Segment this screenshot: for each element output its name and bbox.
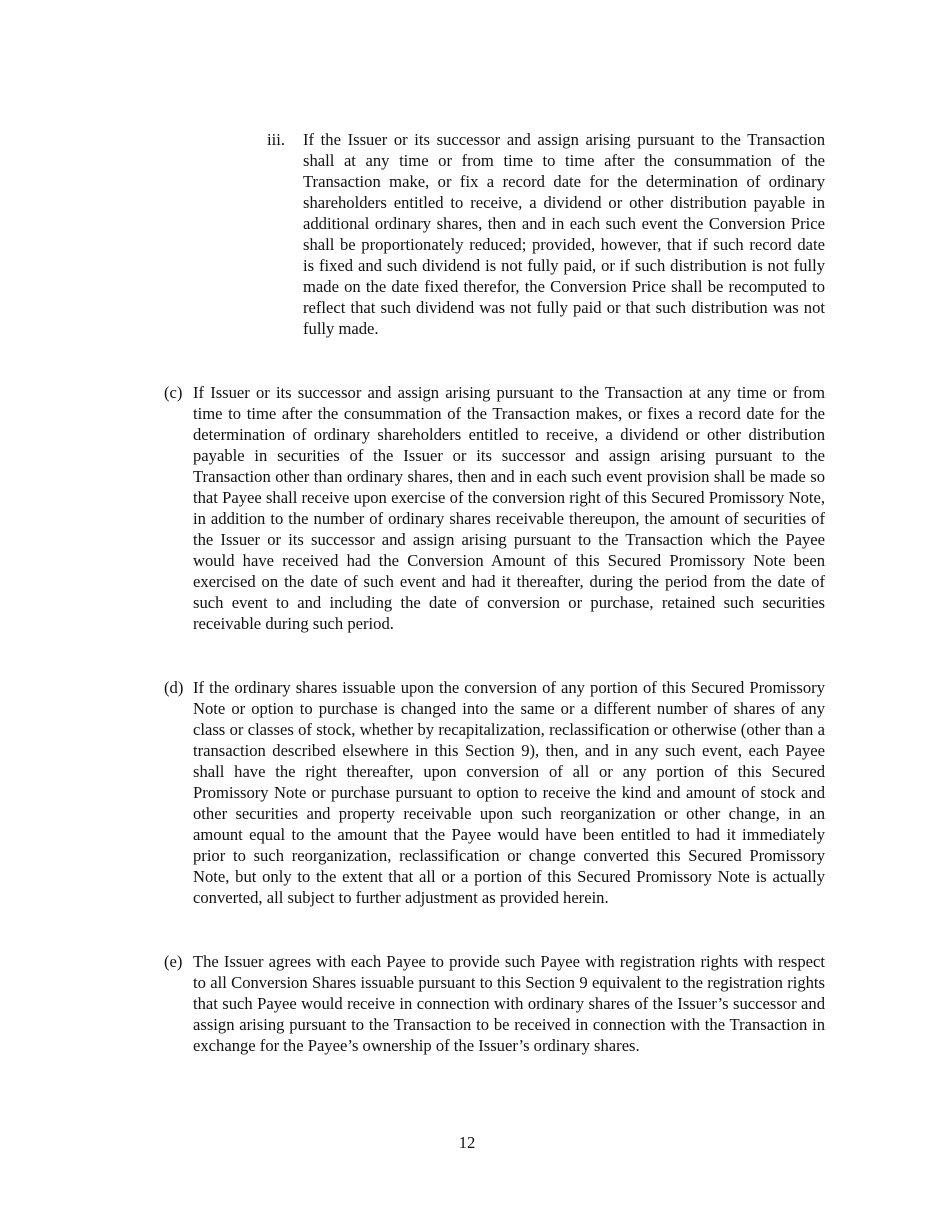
paragraph-text: The Issuer agrees with each Payee to provide such Payee with registration rights with respect to all Conversion Shares issuable pursuant to this Section 9 equivalent to the registration rights that such Payee would receive in connection with ordinary shares of the Issuer’s successor and assign arising pursuant to the Transaction to be received in connection with the Transaction in exchange for the Payee’s ownership of the Issuer’s ordinary shares. — [193, 952, 825, 1055]
clause-text: If the Issuer or its successor and assign arising pursuant to the Transaction shall at any time or from time to time after the consummation of the Transaction make, or fix a record date for the determination of ordinary shareholders entitled to receive, a dividend or other distribution payable in additional ordinary shares, then and in each such event the Conversion Price shall be proportionately reduced; provided, however, that if such record date is fixed and such dividend is not fully paid, or if such distribution is not fully made on the date fixed therefor, the Conversion Price shall be recomputed to reflect that such dividend was not fully paid or that such distribution was not fully made. — [303, 130, 825, 338]
clause-marker: iii. — [267, 130, 285, 149]
paragraph-text: If the ordinary shares issuable upon the conversion of any portion of this Secured Promissory Note or option to purchase is changed into the same or a different number of shares of any class or classes of stock, whether by recapitalization, reclassification or otherwise (other than a transaction described elsewhere in this Section 9), then, and in any such event, each Payee shall have the right thereafter, upon conversion of all or any portion of this Secured Promissory Note or purchase pursuant to option to receive the kind and amount of stock and other securities and property receivable upon such reorganization or other change, in an amount equal to the amount that the Payee would have been entitled to had it immediately prior to such reorganization, reclassification or change converted this Secured Promissory Note, but only to the extent that all or a portion of this Secured Promissory Note is actually converted, all subject to further adjustment as provided herein. — [193, 678, 825, 907]
paragraph-marker: (c) — [164, 383, 183, 402]
paragraph-e — [164, 951, 825, 1056]
paragraph-marker: (d) — [164, 678, 184, 697]
paragraph-d — [164, 677, 825, 908]
page-number: 12 — [458, 1133, 476, 1152]
clause-iii — [267, 129, 825, 339]
paragraph-marker: (e) — [164, 952, 183, 971]
paragraph-text: If Issuer or its successor and assign arising pursuant to the Transaction at any time or from time to time after the consummation of the Transaction makes, or fixes a record date for the determination of ordinary shareholders entitled to receive, a dividend or other distribution payable in securities of the Issuer or its successor and assign arising pursuant to the Transaction other than ordinary shares, then and in each such event provision shall be made so that Payee shall receive upon exercise of the conversion right of this Secured Promissory Note, in addition to the number of ordinary shares receivable thereupon, the amount of securities of the Issuer or its successor and assign arising pursuant to the Transaction which the Payee would have received had the Conversion Amount of this Secured Promissory Note been exercised on the date of such event and had it thereafter, during the period from the date of such event to and including the date of conversion or purchase, retained such securities receivable during such period. — [193, 383, 825, 633]
paragraph-c — [164, 382, 825, 634]
